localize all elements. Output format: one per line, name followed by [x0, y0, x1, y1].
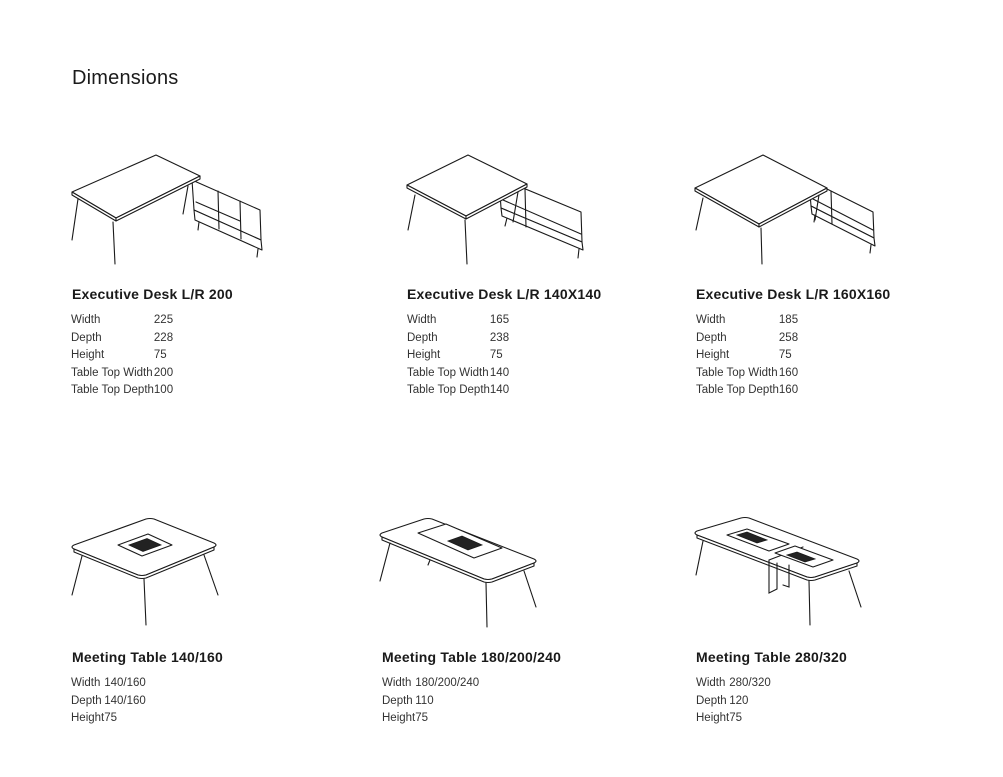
- spec-label: Height: [382, 712, 416, 724]
- spec-value: 75: [489, 349, 503, 361]
- spec-value: 140/160: [104, 694, 146, 707]
- product-name: Executive Desk L/R 160X160: [696, 286, 891, 302]
- spec-value: 140: [489, 366, 510, 379]
- spec-label: Width: [382, 677, 412, 689]
- spec-value: 228: [153, 331, 174, 344]
- meeting-table-illustration: [376, 515, 546, 630]
- spec-row: [71, 330, 173, 348]
- spec-value: 120: [729, 694, 749, 707]
- spec-label: Table Top Width: [407, 366, 489, 379]
- page-title: Dimensions: [72, 67, 179, 90]
- spec-table: [696, 675, 771, 728]
- spec-value: 238: [489, 331, 510, 344]
- spec-row: [696, 365, 798, 383]
- spec-value: 75: [415, 712, 429, 724]
- spec-row: [696, 330, 798, 348]
- spec-label: Width: [71, 677, 101, 689]
- spec-label: Depth: [696, 694, 727, 707]
- spec-value: 160: [778, 384, 799, 396]
- spec-row: [71, 365, 173, 383]
- spec-label: Height: [407, 349, 441, 361]
- spec-row: [696, 710, 771, 728]
- spec-value: 75: [104, 712, 118, 724]
- spec-label: Table Top Width: [71, 366, 153, 379]
- spec-row: [71, 312, 173, 330]
- spec-row: [696, 693, 771, 711]
- spec-label: Width: [407, 314, 437, 326]
- spec-value: 180/200/240: [415, 677, 480, 689]
- spec-row: [382, 693, 479, 711]
- spec-label: Width: [71, 314, 101, 326]
- spec-value: 140: [489, 384, 510, 396]
- meeting-table-illustration: [691, 515, 866, 630]
- spec-table: [382, 675, 479, 728]
- spec-label: Height: [696, 349, 730, 361]
- product-name: Executive Desk L/R 200: [72, 286, 233, 302]
- spec-value: 225: [153, 314, 174, 326]
- spec-value: 165: [489, 314, 510, 326]
- spec-value: 140/160: [104, 677, 146, 689]
- spec-label: Height: [71, 712, 105, 724]
- spec-value: 75: [153, 349, 167, 361]
- spec-row: [407, 330, 509, 348]
- spec-label: Width: [696, 677, 726, 689]
- spec-row: [407, 382, 509, 400]
- product-name: Meeting Table 280/320: [696, 649, 848, 665]
- spec-row: [382, 710, 479, 728]
- spec-label: Depth: [71, 694, 102, 707]
- spec-value: 110: [415, 694, 434, 707]
- spec-row: [696, 347, 798, 365]
- spec-table: [696, 312, 798, 400]
- spec-value: 75: [729, 712, 743, 724]
- spec-label: Depth: [382, 694, 413, 707]
- spec-value: 258: [778, 331, 799, 344]
- spec-label: Table Top Depth: [71, 384, 154, 396]
- spec-value: 280/320: [729, 677, 771, 689]
- spec-label: Table Top Depth: [696, 384, 779, 396]
- spec-row: [71, 347, 173, 365]
- spec-row: [407, 365, 509, 383]
- spec-row: [382, 675, 479, 693]
- executive-desk-illustration: [68, 150, 278, 275]
- spec-label: Depth: [71, 331, 102, 344]
- spec-label: Width: [696, 314, 726, 326]
- spec-table: [407, 312, 509, 400]
- spec-table: [71, 312, 173, 400]
- product-name: Meeting Table 140/160: [72, 649, 224, 665]
- spec-value: 100: [153, 384, 174, 396]
- spec-label: Table Top Width: [696, 366, 778, 379]
- spec-label: Depth: [407, 331, 438, 344]
- spec-row: [71, 675, 146, 693]
- spec-row: [407, 347, 509, 365]
- spec-row: [696, 382, 798, 400]
- spec-value: 160: [778, 366, 799, 379]
- spec-table: [71, 675, 146, 728]
- meeting-table-illustration: [66, 515, 226, 630]
- spec-row: [71, 382, 173, 400]
- product-name: Executive Desk L/R 140X140: [407, 286, 602, 302]
- spec-label: Height: [696, 712, 730, 724]
- executive-desk-illustration: [691, 150, 891, 275]
- spec-label: Table Top Depth: [407, 384, 490, 396]
- spec-row: [407, 312, 509, 330]
- spec-row: [696, 312, 798, 330]
- spec-value: 200: [153, 366, 174, 379]
- spec-value: 185: [778, 314, 799, 326]
- product-name: Meeting Table 180/200/240: [382, 649, 562, 665]
- spec-row: [71, 693, 146, 711]
- executive-desk-illustration: [403, 150, 603, 275]
- spec-label: Height: [71, 349, 105, 361]
- spec-row: [71, 710, 146, 728]
- spec-label: Depth: [696, 331, 727, 344]
- spec-value: 75: [778, 349, 792, 361]
- spec-row: [696, 675, 771, 693]
